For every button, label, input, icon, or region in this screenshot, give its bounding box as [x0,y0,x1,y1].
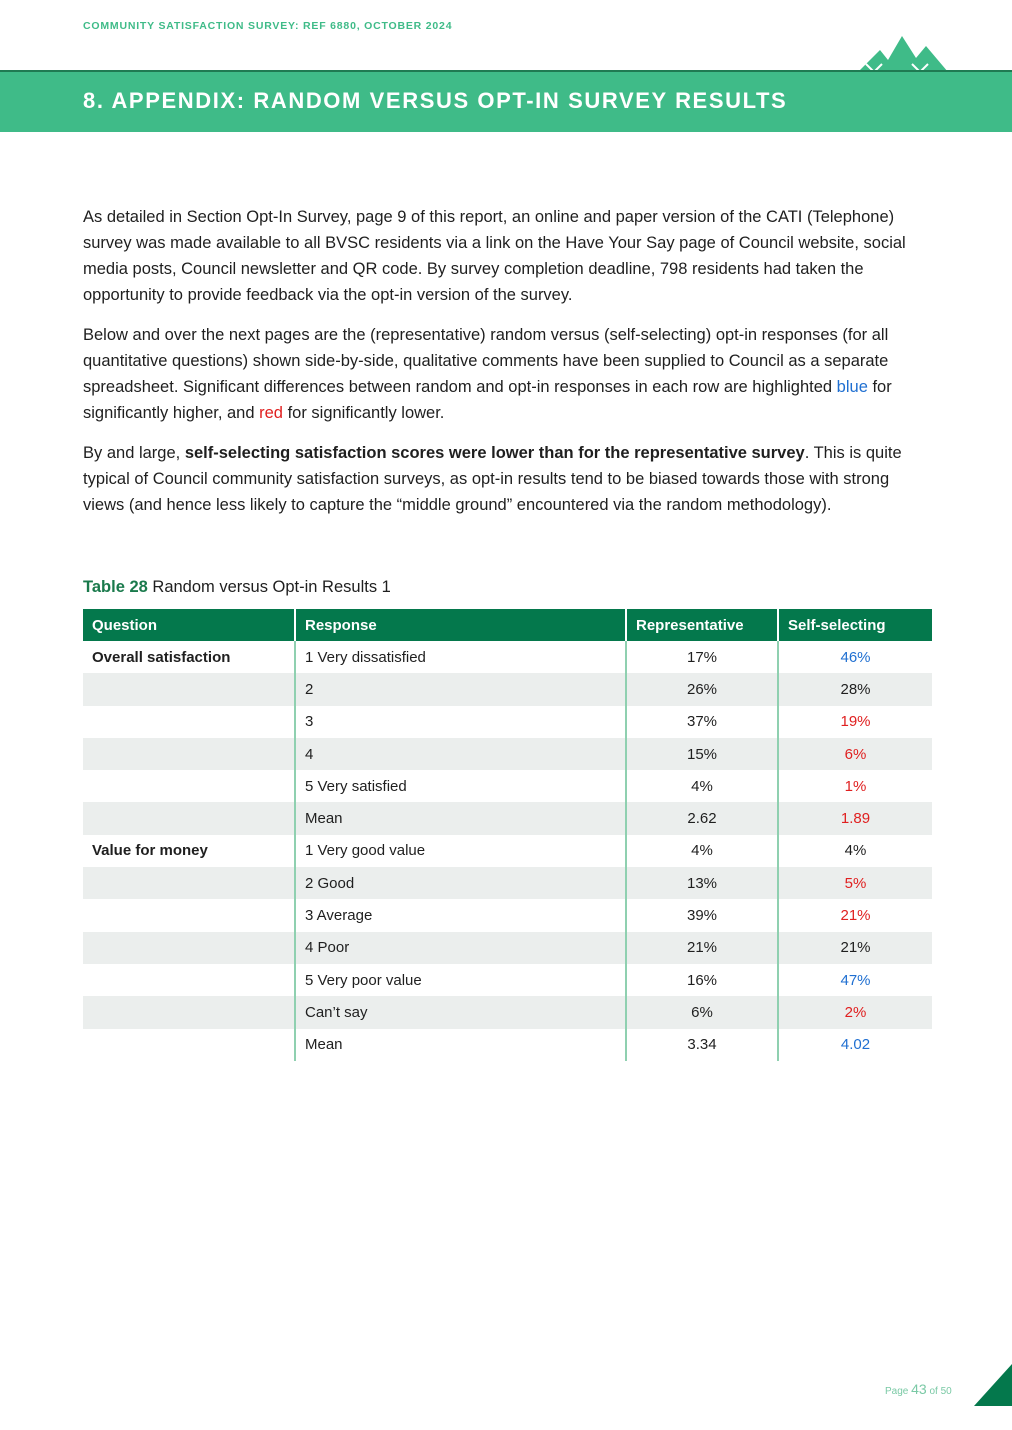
mountain-logo-icon [858,30,948,74]
page-footer [885,1381,952,1397]
header-self-selecting: Self-selecting [778,609,932,641]
header-question: Question [83,609,295,641]
self-selecting-cell: 19% [778,706,932,738]
header-representative: Representative [626,609,778,641]
representative-cell: 3.34 [626,1029,778,1061]
findings-paragraph [83,440,933,518]
blue-legend-word: blue [836,378,868,396]
response-cell: Mean [295,1029,626,1061]
corner-triangle-icon [974,1364,1012,1406]
response-cell: 1 Very good value [295,835,626,867]
question-cell [83,673,295,705]
self-selecting-cell: 4% [778,835,932,867]
self-selecting-cell: 5% [778,867,932,899]
table-row [83,996,932,1028]
representative-cell: 15% [626,738,778,770]
self-selecting-cell: 4.02 [778,1029,932,1061]
table-row [83,867,932,899]
method-text-a: Below and over the next pages are the (representative) random versus (self-selecting) opt-in responses (for all quantitative questions) shown side-by-side, qualitative comments have been supplied to Council as a separate spreadsheet. Significant differences between random and opt-in responses in each row are highlighted [83,326,889,396]
table-row [83,1029,932,1061]
representative-cell: 4% [626,770,778,802]
representative-cell: 26% [626,673,778,705]
method-text-b: for significantly higher, and [83,378,892,422]
findings-text-b: . This is quite typical of Council community satisfaction surveys, as opt-in results tend to be biased towards those with strong views (and hence less likely to capture the “middle ground” encountered via the random methodology). [83,444,902,514]
table-caption-text: Random versus Opt-in Results 1 [147,578,391,596]
table-caption [83,578,391,597]
table-row [83,835,932,867]
self-selecting-cell: 6% [778,738,932,770]
table-caption-label: Table 28 [83,578,148,596]
self-selecting-cell: 1.89 [778,802,932,834]
response-cell: 1 Very dissatisfied [295,641,626,673]
method-paragraph [83,322,933,426]
results-table [83,609,932,1061]
response-cell: 2 Good [295,867,626,899]
representative-cell: 2.62 [626,802,778,834]
table-row [83,964,932,996]
question-cell [83,996,295,1028]
question-cell [83,706,295,738]
self-selecting-cell: 1% [778,770,932,802]
page-total: of 50 [926,1386,952,1397]
response-cell: Can’t say [295,996,626,1028]
table-row [83,770,932,802]
response-cell: 4 Poor [295,932,626,964]
intro-paragraph: As detailed in Section Opt-In Survey, page 9 of this report, an online and paper version of the CATI (Telephone) survey was made available to all BVSC residents via a link on the Have Your Say page of Council website, social media posts, Council newsletter and QR code. By survey completion deadline, 798 residents had taken the opportunity to provide feedback via the opt-in version of the survey. [83,208,906,304]
response-cell: 4 [295,738,626,770]
response-cell: 5 Very satisfied [295,770,626,802]
question-cell [83,770,295,802]
self-selecting-cell: 28% [778,673,932,705]
representative-cell: 21% [626,932,778,964]
self-selecting-cell: 47% [778,964,932,996]
table-row [83,802,932,834]
table-row [83,738,932,770]
table-row [83,673,932,705]
question-cell: Overall satisfaction [92,648,231,666]
question-cell: Value for money [92,842,208,860]
question-cell [83,802,295,834]
red-legend-word: red [259,404,283,422]
self-selecting-cell: 46% [778,641,932,673]
table-row [83,641,932,673]
representative-cell: 37% [626,706,778,738]
question-cell [83,1029,295,1061]
self-selecting-cell: 21% [778,899,932,931]
question-cell [83,867,295,899]
page-label: Page [885,1386,912,1397]
representative-cell: 39% [626,899,778,931]
table-row [83,899,932,931]
method-text-c: for significantly lower. [282,404,445,422]
findings-text-a: By and large, [83,444,185,462]
table-row [83,706,932,738]
running-header: COMMUNITY SATISFACTION SURVEY: REF 6880, OCTOBER 2024 [83,20,453,32]
page-number: 43 [911,1381,927,1397]
response-cell: 3 Average [295,899,626,931]
table-row [83,932,932,964]
section-title: 8. APPENDIX: RANDOM VERSUS OPT-IN SURVEY RESULTS [83,88,788,113]
question-cell [83,899,295,931]
self-selecting-cell: 2% [778,996,932,1028]
representative-cell: 13% [626,867,778,899]
representative-cell: 16% [626,964,778,996]
findings-bold: self-selecting satisfaction scores were lower than for the representative survey [184,444,805,462]
representative-cell: 4% [626,835,778,867]
response-cell: Mean [295,802,626,834]
representative-cell: 17% [626,641,778,673]
body-text [83,204,933,532]
response-cell: 5 Very poor value [295,964,626,996]
table-header-row [83,609,932,641]
representative-cell: 6% [626,996,778,1028]
self-selecting-cell: 21% [778,932,932,964]
header-response: Response [295,609,626,641]
question-cell [83,738,295,770]
question-cell [83,964,295,996]
response-cell: 2 [295,673,626,705]
response-cell: 3 [295,706,626,738]
question-cell [83,932,295,964]
